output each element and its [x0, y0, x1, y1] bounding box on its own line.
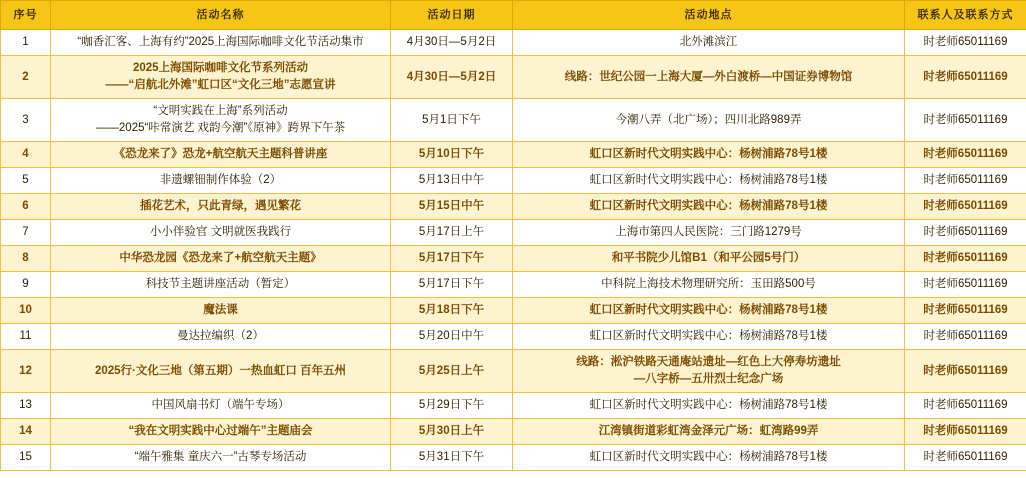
- activity-name-line-1: 非遗螺钿制作体验（2）: [159, 174, 282, 186]
- cell-index: 1: [1, 30, 51, 56]
- table-row: [1, 272, 1026, 298]
- column-header-index: 序号: [1, 1, 51, 30]
- cell-index: 6: [1, 194, 51, 220]
- cell-index: 9: [1, 272, 51, 298]
- cell-activity-place: [513, 298, 905, 324]
- cell-activity-place: [513, 324, 905, 350]
- cell-activity-name: [51, 246, 391, 272]
- activity-name-line-1: 魔法课: [203, 304, 238, 316]
- cell-activity-name: [51, 99, 391, 142]
- activity-place-line-1: 今潮八弄（北广场）；四川北路989弄: [615, 113, 802, 126]
- cell-contact: 时老师65011169: [905, 298, 1026, 324]
- table-row: [1, 298, 1026, 324]
- activity-place-line-1: 虹口区新时代文明实践中心：杨树浦路78号1楼: [589, 174, 828, 186]
- cell-index: 10: [1, 298, 51, 324]
- activity-place-line-1: 中科院上海技术物理研究所：玉田路500号: [601, 278, 816, 290]
- cell-activity-place: [513, 56, 905, 99]
- column-header-activity-date: 活动日期: [391, 1, 513, 30]
- cell-activity-date: 4月30日—5月2日: [391, 30, 513, 56]
- cell-activity-date: 5月17日上午: [391, 220, 513, 246]
- cell-activity-place: [513, 419, 905, 445]
- cell-contact: 时老师65011169: [905, 246, 1026, 272]
- cell-activity-name: [51, 272, 391, 298]
- cell-index: 5: [1, 168, 51, 194]
- activity-name-line-2: ——2025“咔常演艺 戏韵今潮”《原神》跨界下午茶: [95, 122, 346, 134]
- cell-activity-date: 5月17日下午: [391, 272, 513, 298]
- cell-contact: 时老师65011169: [905, 350, 1026, 393]
- cell-activity-date: 4月30日—5月2日: [391, 56, 513, 99]
- cell-activity-date: 5月1日下午: [391, 99, 513, 142]
- table-row: [1, 350, 1026, 393]
- activity-name-line-1: 中国风扇书灯（端午专场）: [151, 399, 290, 411]
- activity-name-line-1: 小小伴验官 文明就医我践行: [149, 226, 292, 238]
- activity-name-line-1: “咖香汇客、上海有约”2025上海国际咖啡文化节活动集市: [77, 36, 364, 48]
- cell-contact: 时老师65011169: [905, 194, 1026, 220]
- activity-name-line-1: 插花艺术，只此青绿，遇见繁花: [140, 200, 301, 212]
- cell-contact: 时老师65011169: [905, 445, 1026, 471]
- cell-activity-date: 5月17日下午: [391, 246, 513, 272]
- cell-index: 11: [1, 324, 51, 350]
- cell-index: 12: [1, 350, 51, 393]
- activity-name-line-1: “端午雅集 童庆六一”古琴专场活动: [134, 451, 307, 463]
- cell-activity-date: 5月31日下午: [391, 445, 513, 471]
- cell-index: 15: [1, 445, 51, 471]
- table-row: [1, 324, 1026, 350]
- cell-contact: 时老师65011169: [905, 142, 1026, 168]
- cell-index: 8: [1, 246, 51, 272]
- cell-index: 14: [1, 419, 51, 445]
- activity-place-line-1: 虹口区新时代文明实践中心：杨树浦路78号1楼: [589, 304, 828, 316]
- cell-activity-place: [513, 246, 905, 272]
- column-header-activity-place: 活动地点: [513, 1, 905, 30]
- table-row: [1, 168, 1026, 194]
- activity-name-line-1: 中华恐龙园《恐龙来了+航空航天主题》: [119, 252, 322, 264]
- activity-name-line-2: ——“启航北外滩”虹口区“文化三地”志愿宣讲: [105, 79, 336, 91]
- cell-activity-date: 5月30日上午: [391, 419, 513, 445]
- cell-activity-place: [513, 220, 905, 246]
- cell-activity-name: [51, 30, 391, 56]
- activity-place-line-1: 上海市第四人民医院：三门路1279号: [615, 226, 802, 238]
- cell-activity-place: [513, 350, 905, 393]
- cell-activity-date: 5月18日下午: [391, 298, 513, 324]
- cell-activity-date: 5月15日中午: [391, 194, 513, 220]
- activity-name-line-1: 《恐龙来了》恐龙+航空航天主题科普讲座: [113, 148, 328, 160]
- activity-place-line-2: —八字桥—五卅烈士纪念广场: [633, 373, 784, 385]
- table-row: [1, 99, 1026, 142]
- activity-name-line-1: “文明实践在上海”系列活动: [153, 105, 288, 117]
- cell-activity-name: [51, 393, 391, 419]
- table-row: [1, 56, 1026, 99]
- cell-activity-date: 5月29日下午: [391, 393, 513, 419]
- cell-index: 2: [1, 56, 51, 99]
- cell-index: 4: [1, 142, 51, 168]
- cell-contact: 时老师65011169: [905, 324, 1026, 350]
- cell-activity-place: [513, 142, 905, 168]
- activity-place-line-1: 线路：淞沪铁路天通庵站遗址—红色上大停寿坊遗址: [576, 356, 841, 368]
- table-header: [1, 1, 1026, 30]
- cell-index: 3: [1, 99, 51, 142]
- cell-activity-name: [51, 220, 391, 246]
- cell-contact: 时老师65011169: [905, 168, 1026, 194]
- activity-name-line-1: 2025行·文化三地（第五期）一热血虹口 百年五州: [94, 364, 347, 377]
- activity-name-line-1: “我在文明实践中心过端午”主题庙会: [128, 425, 313, 437]
- cell-activity-name: [51, 168, 391, 194]
- cell-activity-place: [513, 272, 905, 298]
- cell-contact: 时老师65011169: [905, 393, 1026, 419]
- activity-name-line-1: 曼达拉编织（2）: [177, 330, 264, 342]
- activity-place-line-1: 线路：世纪公园一上海大厦—外白渡桥—中国证券博物馆: [564, 70, 853, 83]
- cell-activity-place: [513, 99, 905, 142]
- cell-activity-name: [51, 194, 391, 220]
- activity-name-line-1: 2025上海国际咖啡文化节系列活动: [132, 62, 309, 74]
- cell-contact: 时老师65011169: [905, 419, 1026, 445]
- cell-activity-name: [51, 142, 391, 168]
- cell-activity-place: [513, 393, 905, 419]
- table-row: [1, 220, 1026, 246]
- table-row: [1, 393, 1026, 419]
- table-row: [1, 445, 1026, 471]
- cell-activity-name: [51, 445, 391, 471]
- cell-activity-date: 5月10日下午: [391, 142, 513, 168]
- cell-activity-place: [513, 445, 905, 471]
- cell-activity-place: [513, 168, 905, 194]
- activity-place-line-1: 江湾镇街道彩虹湾金泽元广场：虹湾路99弄: [598, 425, 819, 437]
- cell-activity-date: 5月25日上午: [391, 350, 513, 393]
- cell-activity-place: [513, 194, 905, 220]
- cell-contact: 时老师65011169: [905, 30, 1026, 56]
- activity-place-line-1: 虹口区新时代文明实践中心：杨树浦路78号1楼: [589, 148, 828, 160]
- activity-place-line-1: 虹口区新时代文明实践中心：杨树浦路78号1楼: [589, 200, 828, 212]
- cell-contact: 时老师65011169: [905, 99, 1026, 142]
- cell-contact: 时老师65011169: [905, 56, 1026, 99]
- table-header-row: [1, 1, 1026, 30]
- cell-activity-name: [51, 298, 391, 324]
- activity-place-line-1: 虹口区新时代文明实践中心：杨树浦路78号1楼: [589, 451, 828, 463]
- column-header-contact: 联系人及联系方式: [905, 1, 1026, 30]
- table-row: [1, 194, 1026, 220]
- cell-activity-date: 5月13日中午: [391, 168, 513, 194]
- table-body: [1, 30, 1026, 471]
- cell-index: 7: [1, 220, 51, 246]
- table-row: [1, 142, 1026, 168]
- cell-contact: 时老师65011169: [905, 220, 1026, 246]
- cell-activity-place: [513, 30, 905, 56]
- column-header-activity-name: 活动名称: [51, 1, 391, 30]
- cell-activity-date: 5月20日中午: [391, 324, 513, 350]
- cell-activity-name: [51, 56, 391, 99]
- activity-name-line-1: 科技节主题讲座活动（暂定）: [145, 278, 296, 290]
- cell-index: 13: [1, 393, 51, 419]
- cell-contact: 时老师65011169: [905, 272, 1026, 298]
- table-row: [1, 30, 1026, 56]
- activity-place-line-1: 和平书院少儿馆B1（和平公园5号门）: [611, 252, 806, 264]
- activity-place-line-1: 虹口区新时代文明实践中心：杨树浦路78号1楼: [589, 330, 828, 342]
- cell-activity-name: [51, 324, 391, 350]
- cell-activity-name: [51, 350, 391, 393]
- table-row: [1, 246, 1026, 272]
- cell-activity-name: [51, 419, 391, 445]
- activity-place-line-1: 虹口区新时代文明实践中心：杨树浦路78号1楼: [589, 399, 828, 411]
- activity-place-line-1: 北外滩滨江: [679, 36, 738, 48]
- table-row: [1, 419, 1026, 445]
